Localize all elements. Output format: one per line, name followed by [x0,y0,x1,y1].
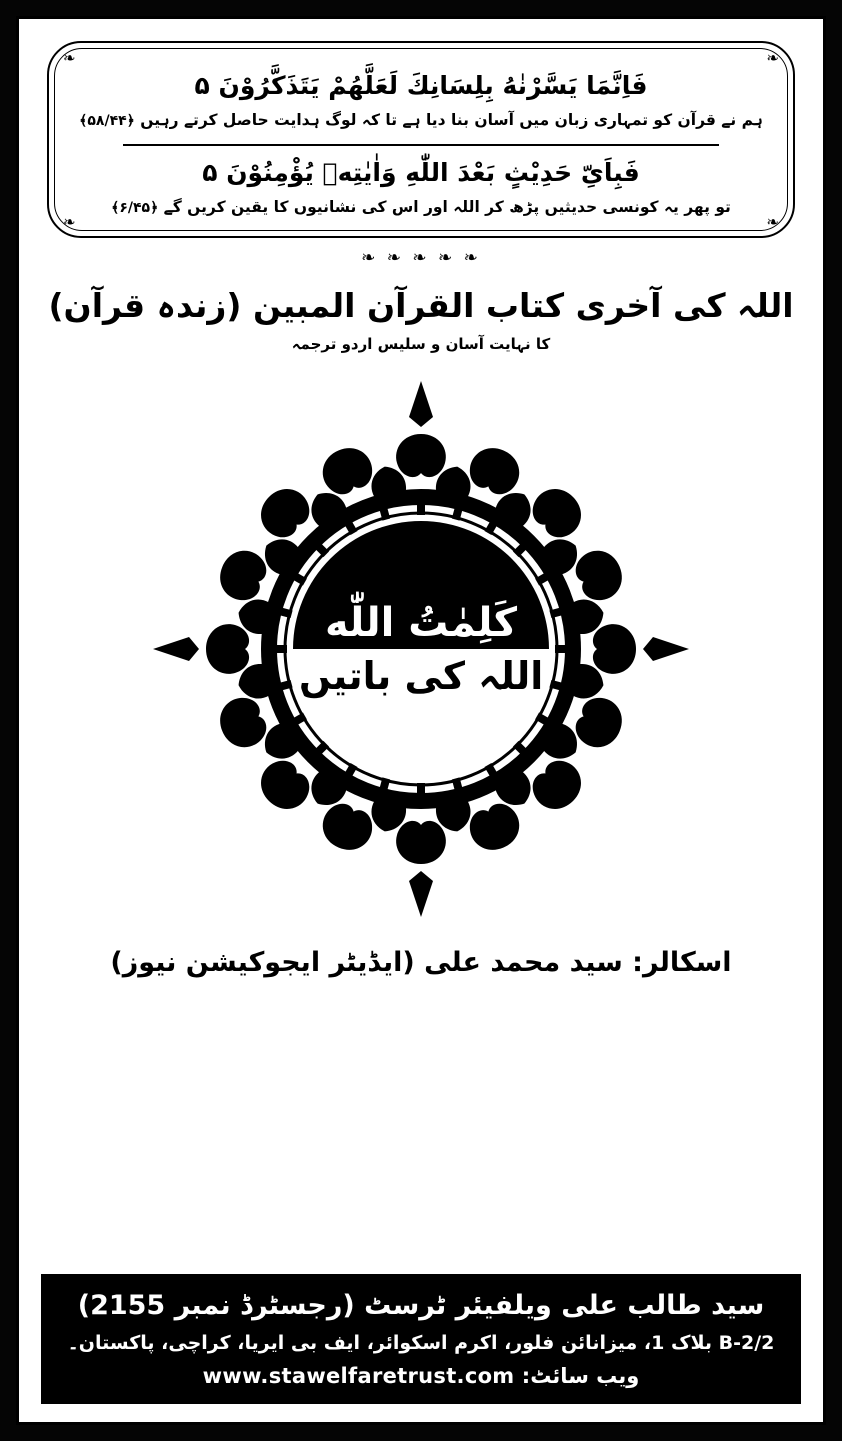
page-content [16,16,826,1425]
flourish-icon: ❧ [63,212,76,231]
medallion-urdu-name: اللہ کی باتیں [298,654,544,699]
ayah-translation-2 [75,194,767,222]
medallion-text [295,523,547,775]
ayah-line-2: فَبِاَیِّ حَدِیْثٍ بَعْدَ اللّٰهِ وَاٰیٰتِهٖ یُؤْمِنُوْنَ ۵ [202,158,640,188]
flourish-icon: ❧ [766,49,779,67]
organization-name: سید طالب علی ویلفیئر ٹرسٹ (رجسٹرڈ نمبر 2155) [77,1290,765,1322]
author-credit: اسکالر: سید محمد علی (ایڈیٹر ایجوکیشن نیوز) [110,947,732,979]
website-label: ویب سائٹ: [521,1364,640,1388]
ayah-line-1: فَاِنَّمَا یَسَّرْنٰهُ بِلِسَانِكَ لَعَلَّهُمْ یَتَذَكَّرُوْنَ ۵ [194,71,648,100]
translation-text-2: تو پھر یہ کونسی حدیثیں پڑھ کر اللہ اور اس کی نشانیوں کا یقین کریں گے [163,197,731,216]
medallion-logo [141,369,701,929]
translation-text-1: ہم نے قرآن کو تمہاری زبان میں آسان بنا دیا ہے تا کہ لوگ ہدایت حاصل کرتے رہیں [140,110,763,129]
ayah-reference-2: ﴿۶/۴۵﴾ [111,199,159,216]
website-line[interactable] [57,1364,785,1388]
publisher-footer [41,1274,801,1404]
ayah-reference-1: ﴿۵۸/۴۴﴾ [79,112,135,129]
organization-address: B-2/2 بلاک 1، میزانائن فلور، اکرم اسکوائر، ایف بی ایریا، کراچی، پاکستان۔ [67,1332,775,1355]
scripture-panel [47,41,795,238]
website-url[interactable]: www.stawelfaretrust.com [202,1364,515,1388]
flourish-icon: ❧ [766,212,779,231]
panel-divider [123,144,718,146]
ayah-translation-1 [75,107,767,135]
cartouche-frame [47,41,795,238]
flourish-icon: ❧ [63,49,76,67]
title-block [19,284,823,356]
page-title: اللہ کی آخری کتاب القرآن المبین (زندہ قرآن) [48,285,794,325]
page-subtitle: کا نہایت آسان و سلیس اردو ترجمہ [291,335,551,354]
medallion-arabic-name: كَلِمٰتُ اللّٰه [325,600,517,647]
ornament-row: ❧ ❧ ❧ ❧ ❧ [361,247,481,268]
